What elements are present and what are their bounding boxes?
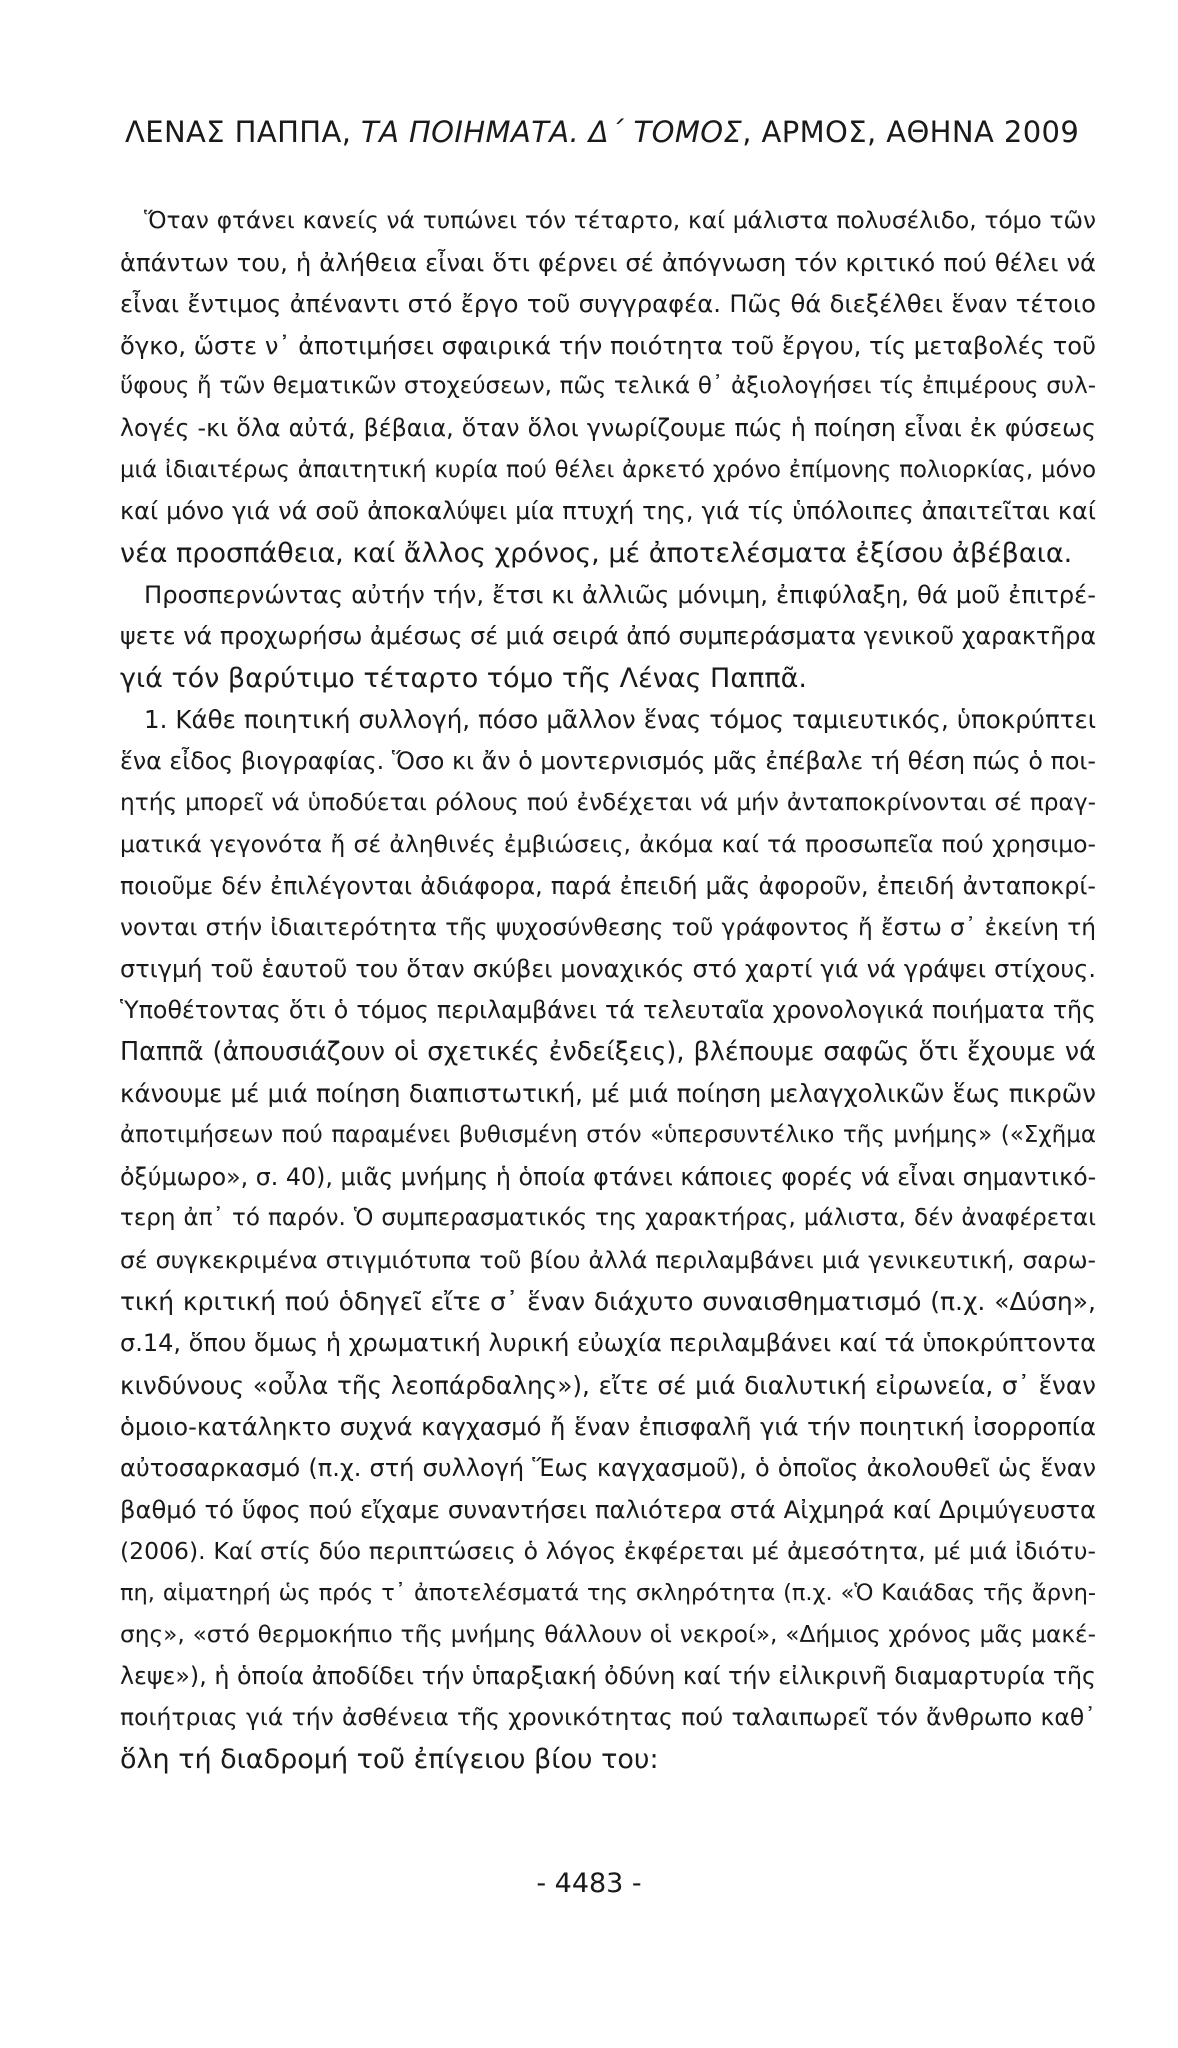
text-line: κινδύνους «οὖλα τῆς λεοπάρδαλης»), εἴτε σέ μιά διαλυτική εἰρωνεία, σ᾽ ἕναν [120, 1370, 1096, 1400]
text-line: λογές -κι ὅλα αὐτά, βέβαια, ὅταν ὅλοι γνωρίζουμε πώς ἡ ποίηση εἶναι ἐκ φύσεως [120, 413, 1096, 442]
paragraph [120, 200, 1096, 574]
text-line: ὕφους ἤ τῶν θεματικῶν στοχεύσεων, πῶς τελικά θ᾽ ἀξιολογήσει τίς ἐπιμέρους συλ- [120, 373, 1096, 400]
text-line: ἀποτιμήσεων πού παραμένει βυθισμένη στόν «ὑπερσυντέλικο τῆς μνήμης» («Σχῆμα [120, 1122, 1096, 1149]
page-number: - 4483 - [536, 1868, 642, 1899]
text-line: ὀξύμωρο», σ. 40), μιᾶς μνήμης ἡ ὁποία φτάνει κάποιες φορές νά εἶναι σημαντικό- [120, 1162, 1097, 1191]
text-line: κάνουμε μέ μιά ποίηση διαπιστωτική, μέ μιά ποίηση μελαγχολικῶν ἕως πικρῶν [120, 1079, 1096, 1109]
text-line: λεψε»), ἡ ὁποία ἀποδίδει τήν ὑπαρξιακή ὀδύνη καί τήν εἰλικρινῆ διαμαρτυρία τῆς [120, 1661, 1096, 1690]
text-line: τική κριτική πού ὁδηγεῖ εἴτε σ᾽ ἕναν διάχυτο συναισθηματισμό (π.χ. «Δύση», [120, 1287, 1096, 1317]
text-line: ματικά γεγονότα ἤ σέ ἀληθινές ἐμβιώσεις, ἀκόμα καί τά προσωπεῖα πού χρησιμο- [120, 829, 1096, 858]
text-line: καί μόνο γιά νά σοῦ ἀποκαλύψει μία πτυχή της, γιά τίς ὑπόλοιπες ἀπαιτεῖται καί [120, 497, 1096, 526]
text-line: ποιήτριας γιά τήν ἀσθένεια τῆς χρονικότητας πού ταλαιπωρεῖ τόν ἄνθρωπο καθ᾽ [120, 1703, 1096, 1732]
text-line: αὐτοσαρκασμό (π.χ. στή συλλογή Ἕως καγχασμοῦ), ὁ ὁποῖος ἀκολουθεῖ ὡς ἕναν [120, 1453, 1096, 1482]
paragraph [120, 574, 1096, 699]
text-line: 1. Κάθε ποιητική συλλογή, πόσο μᾶλλον ἕνας τόμος ταμιευτικός, ὑποκρύπτει [144, 705, 1096, 735]
text-line: ὄγκο, ὥστε ν᾽ ἀποτιμήσει σφαιρικά τήν ποιότητα τοῦ ἔργου, τίς μεταβολές τοῦ [120, 330, 1097, 360]
text-line: Ὑποθέτοντας ὅτι ὁ τόμος περιλαμβάνει τά τελευταῖα χρονολογικά ποιήματα τῆς [120, 996, 1096, 1025]
text-line: στιγμή τοῦ ἑαυτοῦ του ὅταν σκύβει μοναχικός στό χαρτί γιά νά γράψει στίχους. [120, 954, 1096, 983]
text-line: ψετε νά προχωρήσω ἀμέσως σέ μιά σειρά ἀπό συμπεράσματα γενικοῦ χαρακτῆρα [120, 621, 1096, 650]
header-publisher: , ΑΡΜΟΣ, ΑΘΗΝΑ 2009 [742, 115, 1080, 149]
text-line: Παππᾶ (ἀπουσιάζουν οἱ σχετικές ἐνδείξεις), βλέπουμε σαφῶς ὅτι ἔχουμε νά [120, 1036, 1096, 1067]
text-line: τερη ἀπ᾽ τό παρόν. Ὁ συμπερασματικός της χαρακτήρας, μάλιστα, δέν ἀναφέρεται [120, 1205, 1096, 1232]
text-line: ὅλη τή διαδρομή τοῦ ἐπίγειου βίου του: [120, 1743, 659, 1775]
text-line: ητής μπορεῖ νά ὑποδύεται ρόλους πού ἐνδέχεται νά μήν ἀνταποκρίνονται σέ πραγ- [120, 789, 1096, 817]
text-line: σ.14, ὅπου ὅμως ἡ χρωματική λυρική εὐωχία περιλαμβάνει καί τά ὑποκρύπτοντα [120, 1329, 1096, 1358]
paragraph [120, 699, 1096, 1780]
text-line: νονται στήν ἰδιαιτερότητα τῆς ψυχοσύνθεσης τοῦ γράφοντος ἤ ἔστω σ᾽ ἐκείνη τή [120, 914, 1096, 942]
text-line: νέα προσπάθεια, καί ἄλλος χρόνος, μέ ἀποτελέσματα ἐξίσου ἀβέβαια. [120, 537, 1073, 569]
text-line: ἁπάντων του, ἡ ἀλήθεια εἶναι ὅτι φέρνει σέ ἀπόγνωση τόν κριτικό πού θέλει νά [120, 247, 1096, 277]
text-line: γιά τόν βαρύτιμο τέταρτο τόμο τῆς Λένας Παππᾶ. [120, 662, 808, 694]
text-line: (2006). Καί στίς δύο περιπτώσεις ὁ λόγος ἐκφέρεται μέ ἀμεσότητα, μέ μιά ἰδιότυ- [120, 1537, 1096, 1565]
text-line: ποιοῦμε δέν ἐπιλέγονται ἀδιάφορα, παρά ἐπειδή μᾶς ἀφοροῦν, ἐπειδή ἀνταποκρί- [120, 871, 1096, 900]
text-line: σέ συγκεκριμένα στιγμιότυπα τοῦ βίου ἀλλά περιλαμβάνει μιά γενικευτική, σαρω- [120, 1245, 1096, 1274]
running-header [125, 115, 1080, 149]
text-line: Ὅταν φτάνει κανείς νά τυπώνει τόν τέταρτο, καί μάλιστα πολυσέλιδο, τόμο τῶν [144, 207, 1096, 234]
text-line: ἕνα εἶδος βιογραφίας. Ὅσο κι ἄν ὁ μοντερνισμός μᾶς ἐπέβαλε τή θέση πώς ὁ ποι- [120, 746, 1096, 775]
header-title: ΤΑ ΠΟΙΗΜΑΤΑ. Δ΄ ΤΟΜΟΣ [360, 115, 743, 149]
body-text [120, 200, 1096, 1781]
text-line: σης», «στό θερμοκήπιο τῆς μνήμης θάλλουν οἱ νεκροί», «Δήμιος χρόνος μᾶς μακέ- [120, 1621, 1096, 1649]
text-line: μιά ἰδιαιτέρως ἀπαιτητική κυρία πού θέλει ἀρκετό χρόνο ἐπίμονης πολιορκίας, μόνο [120, 456, 1096, 483]
text-line: βαθμό τό ὕφος πού εἴχαμε συναντήσει παλιότερα στά Αἰχμηρά καί Δριμύγευστα [120, 1495, 1096, 1525]
header-author: ΛΕΝΑΣ ΠΑΠΠΑ, [125, 115, 361, 149]
text-line: Προσπερνώντας αὐτήν τήν, ἔτσι κι ἀλλιῶς μόνιμη, ἐπιφύλαξη, θά μοῦ ἐπιτρέ- [144, 580, 1096, 610]
text-line: εἶναι ἔντιμος ἀπέναντι στό ἔργο τοῦ συγγραφέα. Πῶς θά διεξέλθει ἕναν τέτοιο [120, 289, 1096, 319]
text-line: ὁμοιο-κατάληκτο συχνά καγχασμό ἤ ἕναν ἐπισφαλῆ γιά τήν ποιητική ἰσορροπία [120, 1412, 1096, 1442]
text-line: πη, αἱματηρή ὡς πρός τ᾽ ἀποτελέσματά της σκληρότητα (π.χ. «Ὁ Καιάδας τῆς ἄρνη- [120, 1579, 1096, 1606]
